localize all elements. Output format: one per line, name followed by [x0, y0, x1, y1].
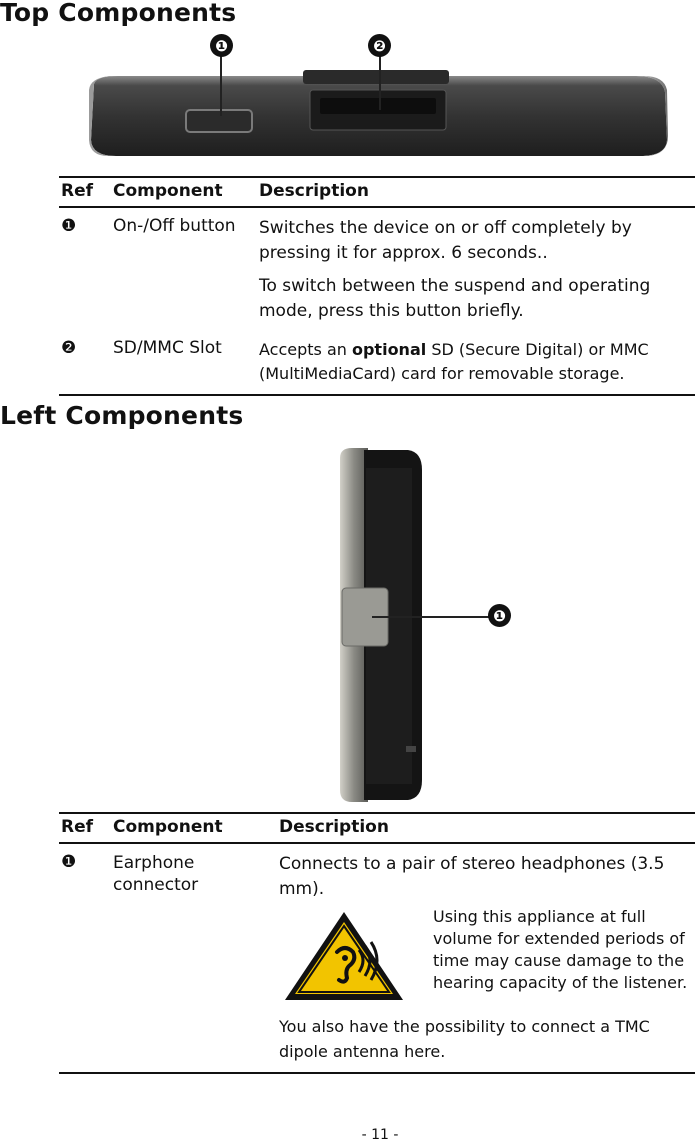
row-component: SD/MMC Slot: [113, 330, 259, 395]
callout-2: ❷: [368, 34, 391, 57]
table-row: [59, 330, 695, 395]
row-component: Earphone connector: [113, 843, 279, 1073]
header-description: Description: [279, 813, 695, 843]
row-component: On-/Off button: [113, 216, 236, 236]
row-description: [279, 843, 695, 1073]
row-ref: ❶: [59, 843, 113, 1073]
callout-leader-2: [379, 56, 381, 110]
description-text: SD (Secure Digital) or MMC (MultiMediaCard) card for removable storage.: [259, 340, 649, 383]
device-top-illustration: [88, 70, 668, 160]
row-ref: ❷: [59, 330, 113, 395]
device-left-illustration: [336, 448, 426, 802]
callout-leader-left: [372, 616, 492, 618]
callout-leader-1: [220, 56, 222, 116]
header-component: Component: [113, 813, 279, 843]
table-row: [59, 843, 695, 1073]
description-text: Switches the device on or off completely by pressing it for approx. 6 seconds..: [259, 218, 632, 263]
header-ref: Ref: [59, 813, 113, 843]
header-ref: Ref: [59, 177, 113, 207]
description-text: Accepts an: [259, 340, 352, 359]
device-top-view: [88, 70, 668, 160]
row-description: [259, 207, 695, 330]
description-bold: optional: [351, 340, 427, 359]
row-description: [259, 330, 695, 395]
callout-left-1: ❶: [488, 604, 511, 627]
description-text: Connects to a pair of stereo headphones (3.5 mm).: [279, 854, 665, 899]
top-components-table: [59, 176, 695, 396]
page-number: - 11 -: [361, 1127, 399, 1143]
left-components-table: [59, 812, 695, 1074]
section-title-left: Left Components: [0, 401, 244, 430]
warning-text: Using this appliance at full volume for extended periods of time may cause damage to the hearing capacity of the listener.: [433, 907, 688, 992]
warning-box: [279, 906, 695, 1006]
row-ref: ❶: [61, 216, 77, 236]
description-text: You also have the possibility to connect a TMC dipole antenna here.: [279, 1017, 650, 1061]
callout-1: ❶: [210, 34, 233, 57]
section-title-top: Top Components: [0, 0, 237, 27]
device-left-view: [336, 448, 426, 802]
description-text: To switch between the suspend and operating mode, press this button briefly.: [259, 276, 651, 321]
header-description: Description: [259, 177, 695, 207]
header-component: Component: [113, 177, 259, 207]
hearing-warning-icon: [279, 906, 409, 1006]
table-row: [59, 207, 695, 330]
table-header-row: [59, 813, 695, 843]
table-header-row: [59, 177, 695, 207]
